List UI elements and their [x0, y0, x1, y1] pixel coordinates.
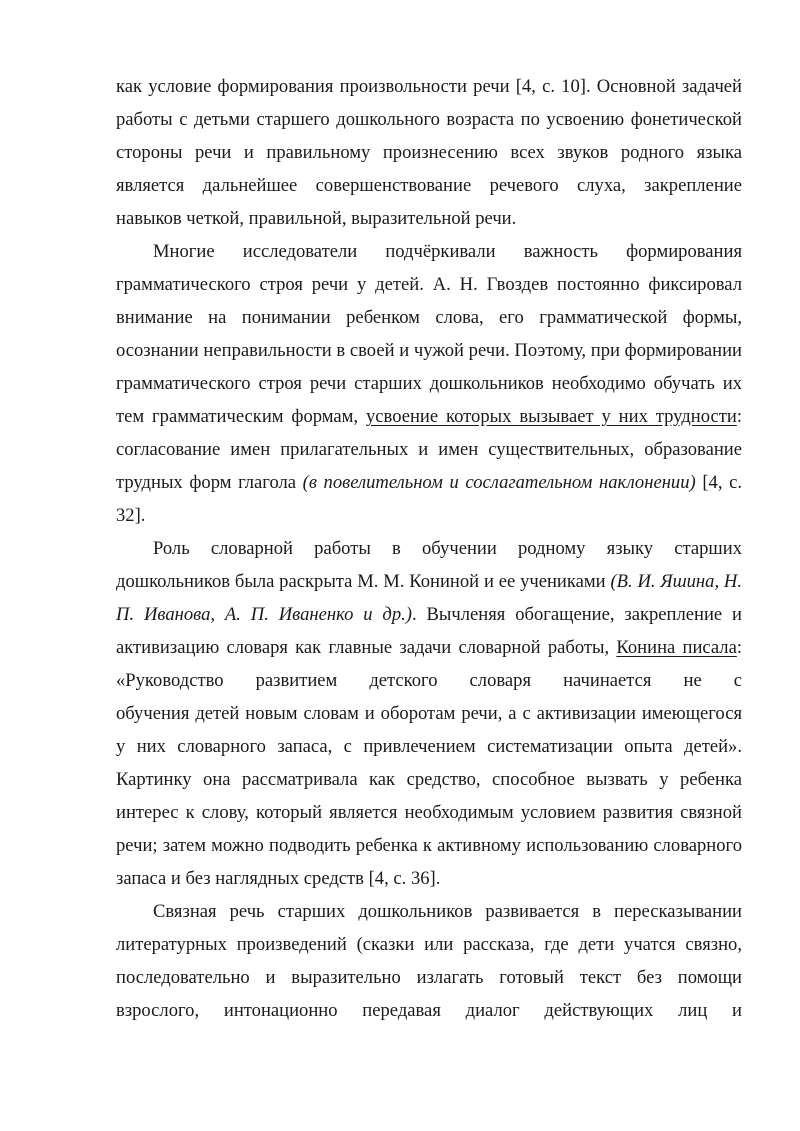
- text-line: Роль словарной работы в обучении родному языку старших: [153, 538, 742, 559]
- underlined-text: усвоение которых вызывает у них трудности: [366, 406, 737, 427]
- italic-text: (в повелительном и сослагательном наклонении): [302, 472, 696, 493]
- text-line: осознании неправильности в своей и чужой речи. Поэтому, при формировании: [116, 340, 742, 361]
- italic-text: (В. И. Яшина, Н.: [610, 571, 742, 592]
- text-line: взрослого, интонационно передавая диалог действующих лиц и: [116, 1000, 742, 1021]
- italic-text: П. Иванова, А. П. Иваненко и др.): [116, 604, 412, 625]
- text-line: [116, 599, 742, 631]
- text-line: «Руководство развитием детского словаря начинается не с: [116, 670, 742, 691]
- text-line: 32].: [116, 505, 146, 526]
- text-line: навыков четкой, правильной, выразительной речи.: [116, 208, 517, 229]
- text-run: :: [736, 637, 743, 658]
- text-run: тем грамматическим формам,: [116, 406, 366, 427]
- text-line: стороны речи и правильному произнесению всех звуков родного языка: [116, 142, 742, 163]
- text-line: [116, 632, 742, 664]
- text-line: является дальнейшее совершенствование речевого слуха, закрепление: [116, 175, 742, 196]
- text-line: интерес к слову, который является необходимым условием развития связной: [116, 802, 742, 823]
- text-line: [116, 467, 742, 499]
- text-run: трудных форм глагола: [116, 472, 303, 493]
- text-line: Связная речь старших дошкольников развивается в пересказывании: [153, 901, 742, 922]
- text-run: активизацию словаря как главные задачи словарной работы,: [116, 637, 617, 658]
- text-line: работы с детьми старшего дошкольного возраста по усвоению фонетической: [116, 109, 742, 130]
- text-line: обучения детей новым словам и оборотам речи, а с активизации имеющегося: [116, 703, 742, 724]
- text-run: дошкольников была раскрыта М. М. Кониной и ее учениками: [116, 571, 611, 592]
- text-line: согласование имен прилагательных и имен существительных, образование: [116, 439, 742, 460]
- text-run: :: [736, 406, 742, 427]
- text-run: [4, с.: [695, 472, 742, 493]
- text-line: запаса и без наглядных средств [4, с. 36].: [116, 868, 441, 889]
- text-line: у них словарного запаса, с привлечением систематизации опыта детей».: [116, 736, 742, 757]
- text-line: Картинку она рассматривала как средство, способное вызвать у ребенка: [116, 769, 742, 790]
- text-line: грамматического строя речи у детей. А. Н. Гвоздев постоянно фиксировал: [116, 274, 742, 295]
- text-line: речи; затем можно подводить ребенка к активному использованию словарного: [116, 835, 742, 856]
- text-line: [116, 401, 742, 433]
- text-run: . Вычленяя обогащение, закрепление и: [411, 604, 743, 625]
- text-line: последовательно и выразительно излагать готовый текст без помощи: [116, 967, 742, 988]
- text-line: [116, 566, 742, 598]
- text-line: грамматического строя речи старших дошкольников необходимо обучать их: [116, 373, 742, 394]
- text-line: Многие исследователи подчёркивали важность формирования: [153, 241, 742, 262]
- underlined-text: Конина писала: [616, 637, 737, 658]
- text-line: как условие формирования произвольности речи [4, с. 10]. Основной задачей: [116, 76, 742, 97]
- text-line: литературных произведений (сказки или рассказа, где дети учатся связно,: [116, 934, 742, 955]
- text-line: внимание на понимании ребенком слова, его грамматической формы,: [116, 307, 742, 328]
